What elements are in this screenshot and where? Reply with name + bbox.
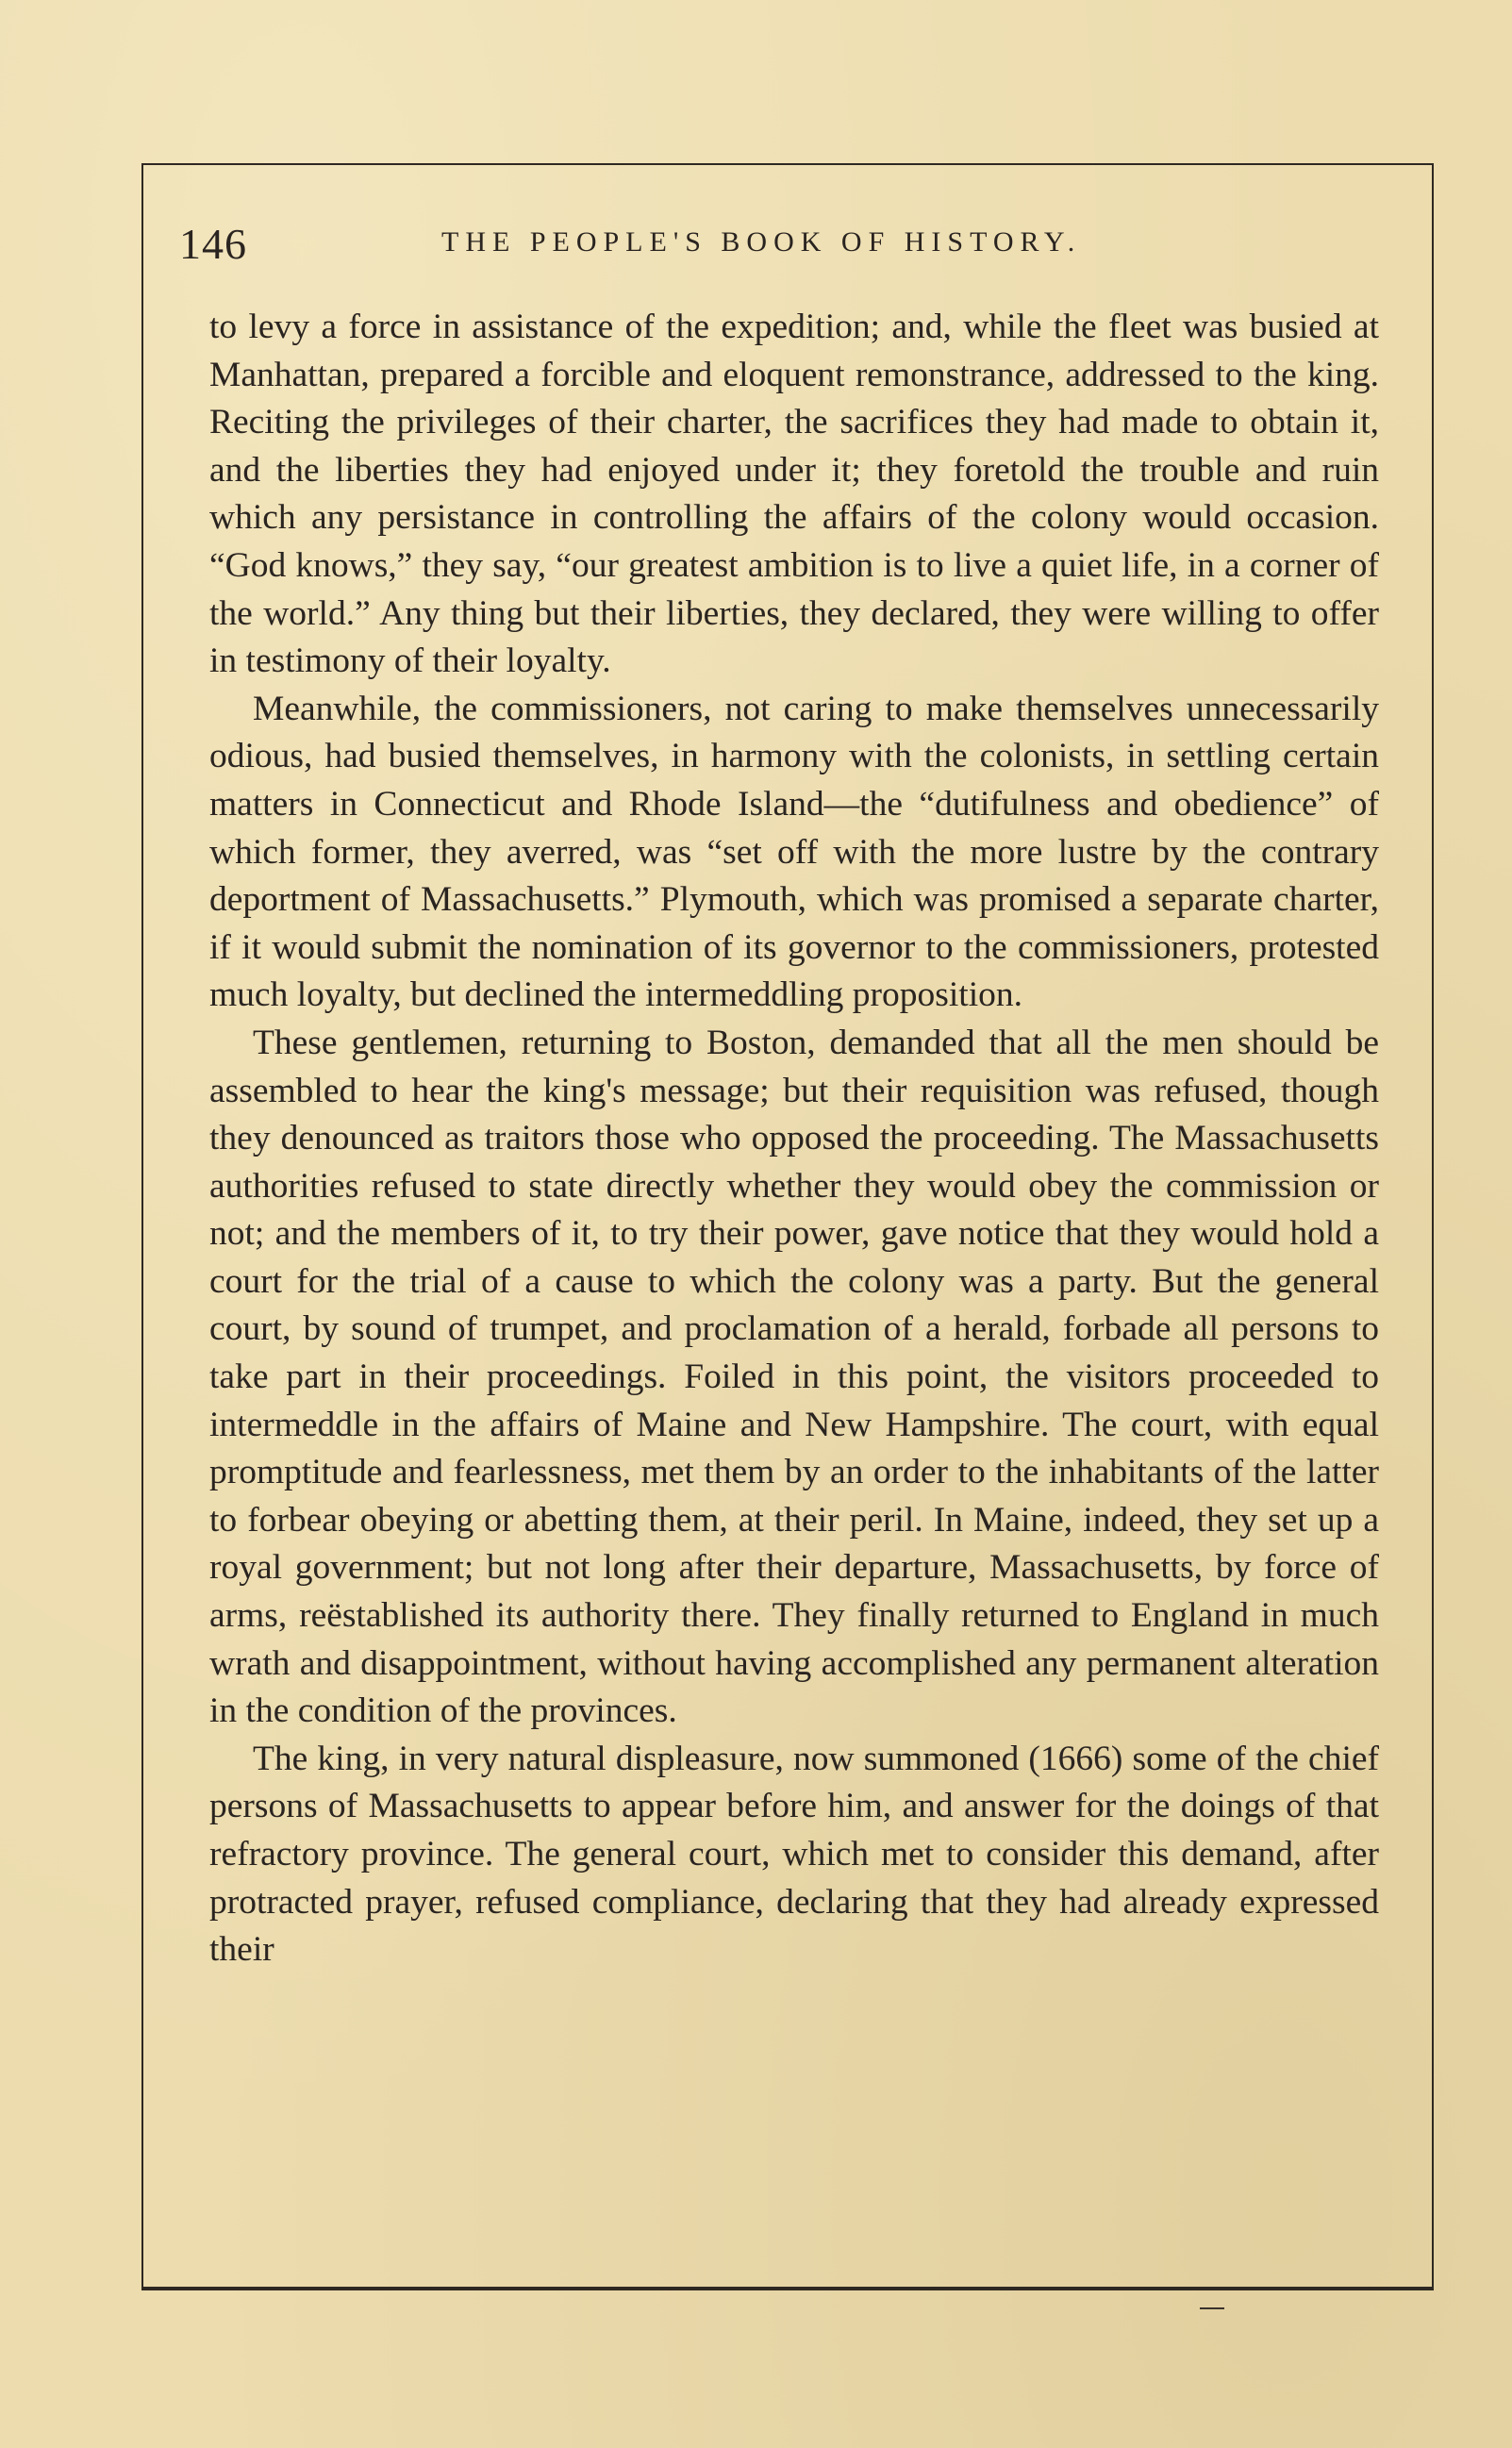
page-header <box>179 219 1405 285</box>
paragraph-1: to levy a force in assistance of the expedition; and, while the fleet was busied at Manhattan, prepared a forcible and eloquent remonstrance, addressed to the king. Reciting the privileges of their charter, the sacrifices they had made to obtain it, and the liberties they had enjoyed under it; they foretold the trouble and ruin which any persistance in controlling the affairs of the colony would occasion. “God knows,” they say, “our greatest ambition is to live a quiet life, in a corner of the world.” Any thing but their liberties, they declared, they were willing to offer in testimony of their loyalty. <box>209 308 1379 681</box>
footer-rule-mark <box>1200 2307 1224 2309</box>
page-number: 146 <box>179 220 247 268</box>
running-head: THE PEOPLE'S BOOK OF HISTORY. <box>441 226 1082 258</box>
paragraph-3: These gentlemen, returning to Boston, demanded that all the men should be assembled to hear the king's message; but their requisition was refused, though they denounced as traitors those who opposed the proceeding. The Massachusetts authorities refused to state directly whether they would obey the commission or not; and the members of it, to try their power, gave notice that they would hold a court for the trial of a cause to which the colony was a party. But the general court, by sound of trumpet, and proclamation of a herald, forbade all persons to take part in their proceedings. Foiled in this point, the visitors proceeded to intermeddle in the affairs of Maine and New Hampshire. The court, with equal promptitude and fearlessness, met them by an order to the inhabitants of the latter to forbear obeying or abetting them, at their peril. In Maine, indeed, they set up a royal government; but not long after their departure, Massachusetts, by force of arms, reëstablished its authority there. They finally returned to England in much wrath and disappointment, without having accomplished any permanent alteration in the condition of the provinces. <box>209 1023 1379 1731</box>
paragraph-2: Meanwhile, the commissioners, not caring to make themselves unnecessarily odious, had busied themselves, in harmony with the colonists, in settling certain matters in Connecticut and Rhode Island—the “dutifulness and obedience” of which former, they averred, was “set off with the more lustre by the contrary deportment of Massachusetts.” Plymouth, which was promised a separate charter, if it would submit the nomination of its governor to the commissioners, protested much loyalty, but declined the intermeddling proposition. <box>209 689 1379 1015</box>
paragraph-4: The king, in very natural displeasure, now summoned (1666) some of the chief persons of Massachusetts to appear before him, and answer for the doings of that refractory province. The general court, which met to consider this demand, after protracted prayer, refused compliance, declaring that they had already expressed their <box>209 1739 1379 1970</box>
body-text <box>209 304 1379 1974</box>
